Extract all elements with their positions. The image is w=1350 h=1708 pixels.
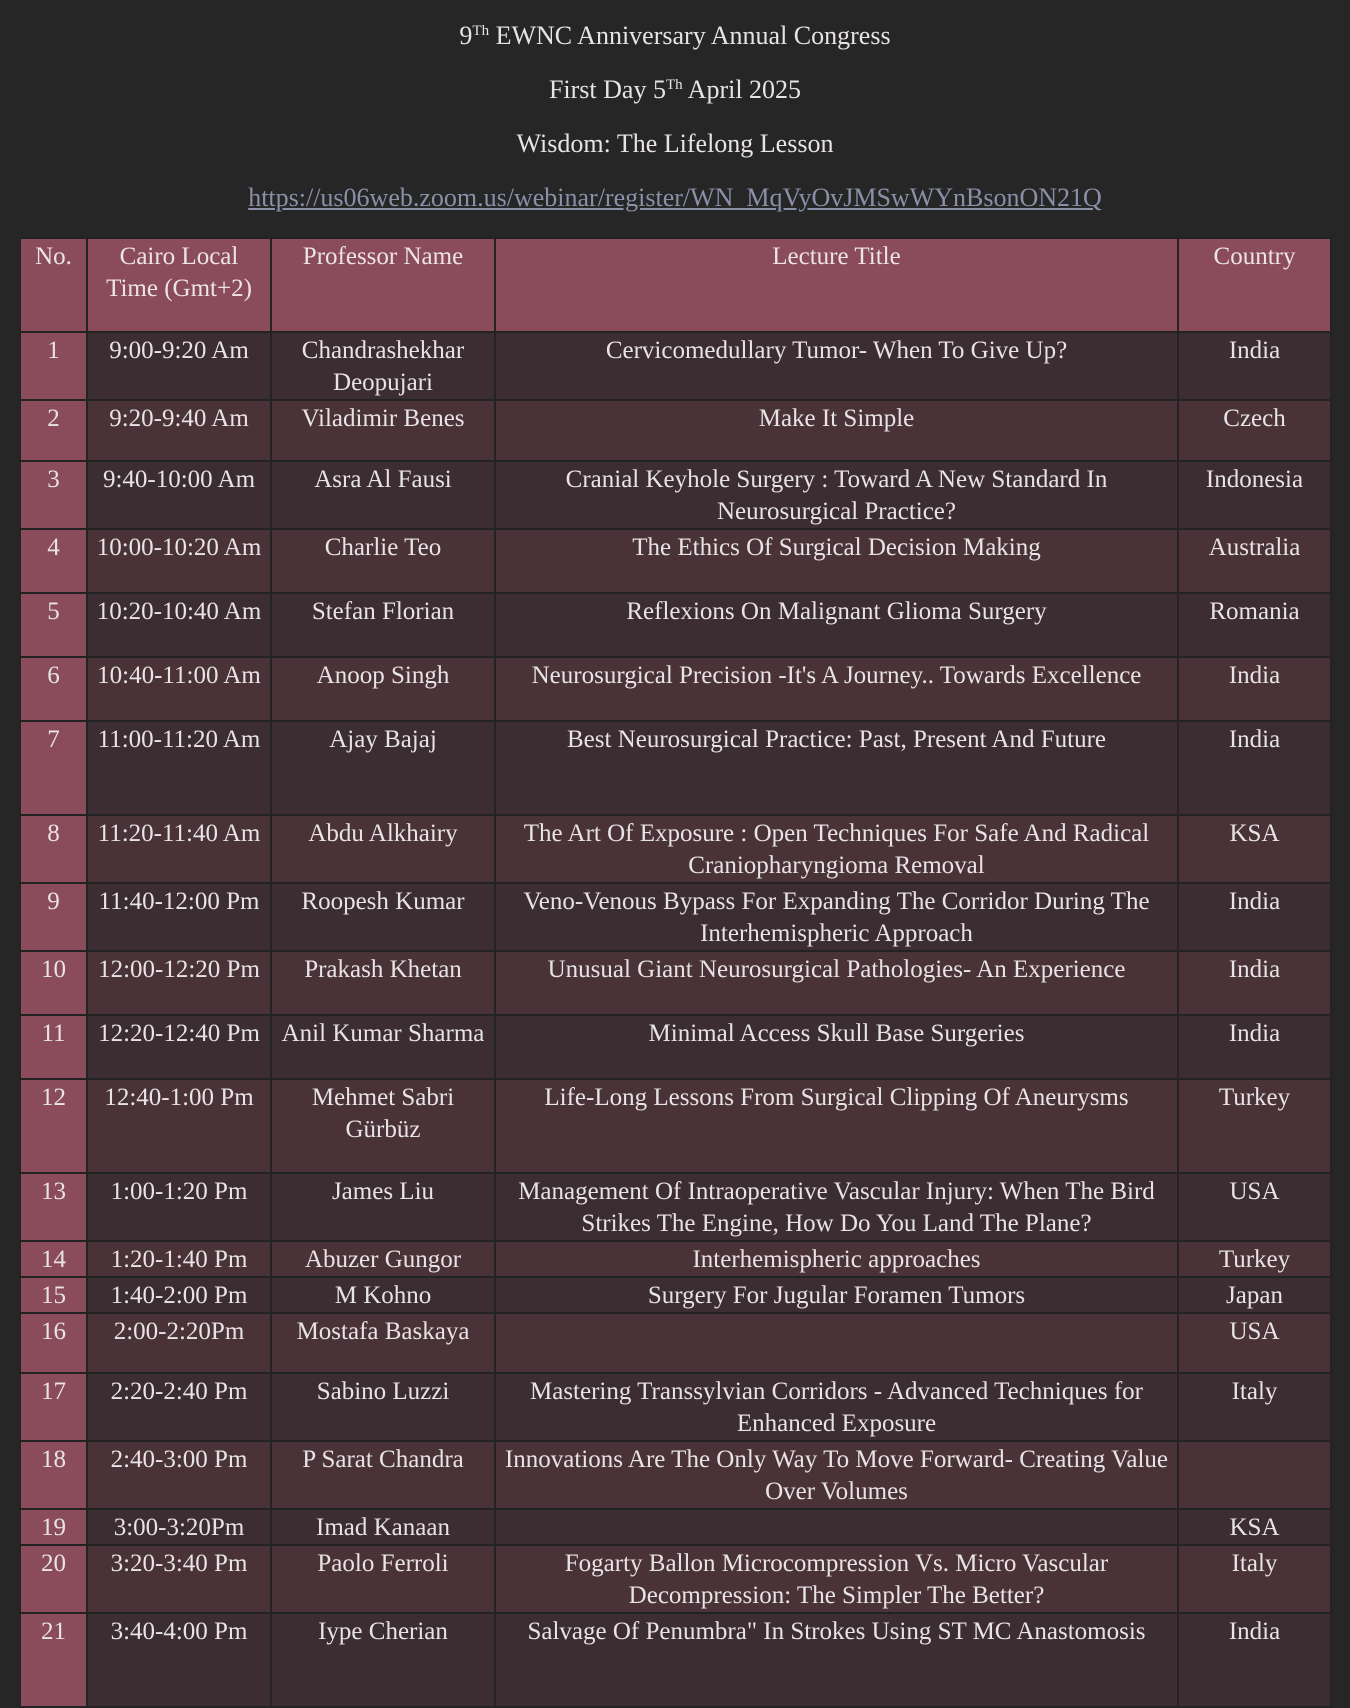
cell-title: Unusual Giant Neurosurgical Pathologies- An Experience xyxy=(495,951,1178,1015)
cell-time: 2:00-2:20Pm xyxy=(87,1313,271,1373)
cell-title: Mastering Transsylvian Corridors - Advanced Techniques for Enhanced Exposure xyxy=(495,1373,1178,1441)
cell-no: 18 xyxy=(20,1441,87,1509)
cell-name: Anil Kumar Sharma xyxy=(271,1015,495,1079)
cell-no: 5 xyxy=(20,593,87,657)
cell-title: Veno-Venous Bypass For Expanding The Corridor During The Interhemispheric Approach xyxy=(495,883,1178,951)
cell-no: 8 xyxy=(20,815,87,883)
cell-name: Anoop Singh xyxy=(271,657,495,721)
cell-title: The Art Of Exposure : Open Techniques For Safe And Radical Craniopharyngioma Removal xyxy=(495,815,1178,883)
cell-name: Mehmet Sabri Gürbüz xyxy=(271,1079,495,1173)
table-header-row xyxy=(20,238,1331,332)
cell-name: Roopesh Kumar xyxy=(271,883,495,951)
cell-name: Viladimir Benes xyxy=(271,400,495,461)
column-header-professor: Professor Name xyxy=(271,238,495,332)
cell-title: The Ethics Of Surgical Decision Making xyxy=(495,529,1178,593)
table-row xyxy=(20,1313,1331,1373)
cell-title xyxy=(495,1313,1178,1373)
cell-no: 4 xyxy=(20,529,87,593)
cell-title: Salvage Of Penumbra" In Strokes Using ST MC Anastomosis xyxy=(495,1613,1178,1707)
cell-time: 1:20-1:40 Pm xyxy=(87,1241,271,1277)
table-row xyxy=(20,529,1331,593)
cell-no: 14 xyxy=(20,1241,87,1277)
column-header-title: Lecture Title xyxy=(495,238,1178,332)
cell-time: 10:20-10:40 Am xyxy=(87,593,271,657)
cell-name: M Kohno xyxy=(271,1277,495,1313)
congress-theme: Wisdom: The Lifelong Lesson xyxy=(516,129,834,158)
cell-name: Paolo Ferroli xyxy=(271,1545,495,1613)
table-row xyxy=(20,1545,1331,1613)
table-row xyxy=(20,1373,1331,1441)
cell-name: P Sarat Chandra xyxy=(271,1441,495,1509)
cell-title: Cranial Keyhole Surgery : Toward A New Standard In Neurosurgical Practice? xyxy=(495,461,1178,529)
cell-time: 3:20-3:40 Pm xyxy=(87,1545,271,1613)
cell-no: 16 xyxy=(20,1313,87,1373)
column-header-country: Country xyxy=(1178,238,1331,332)
table-row xyxy=(20,1173,1331,1241)
table-row xyxy=(20,657,1331,721)
cell-no: 19 xyxy=(20,1509,87,1545)
cell-time: 12:40-1:00 Pm xyxy=(87,1079,271,1173)
table-row xyxy=(20,400,1331,461)
cell-country: Turkey xyxy=(1178,1241,1331,1277)
cell-country xyxy=(1178,1441,1331,1509)
cell-country: India xyxy=(1178,883,1331,951)
header xyxy=(0,0,1350,234)
cell-time: 12:00-12:20 Pm xyxy=(87,951,271,1015)
cell-time: 11:40-12:00 Pm xyxy=(87,883,271,951)
cell-name: Sabino Luzzi xyxy=(271,1373,495,1441)
congress-day: First Day 5Th April 2025 xyxy=(548,75,802,104)
cell-time: 1:40-2:00 Pm xyxy=(87,1277,271,1313)
zoom-registration-link[interactable]: https://us06web.zoom.us/webinar/register/WN_MqVyOvJMSwWYnBsonON21Q xyxy=(248,183,1102,212)
table-row xyxy=(20,951,1331,1015)
cell-no: 20 xyxy=(20,1545,87,1613)
table-row xyxy=(20,1241,1331,1277)
cell-time: 9:00-9:20 Am xyxy=(87,332,271,400)
cell-country: India xyxy=(1178,951,1331,1015)
cell-name: Stefan Florian xyxy=(271,593,495,657)
cell-country: Indonesia xyxy=(1178,461,1331,529)
cell-country: Czech xyxy=(1178,400,1331,461)
cell-country: India xyxy=(1178,721,1331,815)
table-row xyxy=(20,461,1331,529)
cell-name: James Liu xyxy=(271,1173,495,1241)
cell-title: Neurosurgical Precision -It's A Journey.. Towards Excellence xyxy=(495,657,1178,721)
cell-name: Abuzer Gungor xyxy=(271,1241,495,1277)
table-row xyxy=(20,1613,1331,1707)
cell-country: Italy xyxy=(1178,1373,1331,1441)
cell-no: 2 xyxy=(20,400,87,461)
cell-title: Minimal Access Skull Base Surgeries xyxy=(495,1015,1178,1079)
cell-no: 15 xyxy=(20,1277,87,1313)
table-row xyxy=(20,1509,1331,1545)
cell-time: 2:20-2:40 Pm xyxy=(87,1373,271,1441)
cell-title: Innovations Are The Only Way To Move Forward- Creating Value Over Volumes xyxy=(495,1441,1178,1509)
cell-country: KSA xyxy=(1178,1509,1331,1545)
table-row xyxy=(20,593,1331,657)
cell-time: 9:20-9:40 Am xyxy=(87,400,271,461)
cell-time: 10:00-10:20 Am xyxy=(87,529,271,593)
cell-time: 3:40-4:00 Pm xyxy=(87,1613,271,1707)
cell-name: Mostafa Baskaya xyxy=(271,1313,495,1373)
cell-no: 10 xyxy=(20,951,87,1015)
cell-time: 12:20-12:40 Pm xyxy=(87,1015,271,1079)
cell-country: India xyxy=(1178,1015,1331,1079)
cell-time: 9:40-10:00 Am xyxy=(87,461,271,529)
cell-no: 6 xyxy=(20,657,87,721)
cell-time: 11:00-11:20 Am xyxy=(87,721,271,815)
cell-no: 12 xyxy=(20,1079,87,1173)
cell-country: Japan xyxy=(1178,1277,1331,1313)
cell-no: 1 xyxy=(20,332,87,400)
cell-country: KSA xyxy=(1178,815,1331,883)
schedule-table xyxy=(19,237,1332,1708)
cell-name: Prakash Khetan xyxy=(271,951,495,1015)
cell-title: Management Of Intraoperative Vascular Injury: When The Bird Strikes The Engine, How Do You Land The Plane? xyxy=(495,1173,1178,1241)
table-row xyxy=(20,1441,1331,1509)
cell-title: Fogarty Ballon Microcompression Vs. Micro Vascular Decompression: The Simpler The Better? xyxy=(495,1545,1178,1613)
cell-time: 3:00-3:20Pm xyxy=(87,1509,271,1545)
cell-title: Interhemispheric approaches xyxy=(495,1241,1178,1277)
cell-no: 13 xyxy=(20,1173,87,1241)
cell-title: Reflexions On Malignant Glioma Surgery xyxy=(495,593,1178,657)
cell-title: Life-Long Lessons From Surgical Clipping Of Aneurysms xyxy=(495,1079,1178,1173)
table-row xyxy=(20,1277,1331,1313)
cell-title: Make It Simple xyxy=(495,400,1178,461)
cell-name: Iype Cherian xyxy=(271,1613,495,1707)
cell-time: 11:20-11:40 Am xyxy=(87,815,271,883)
table-row xyxy=(20,1079,1331,1173)
cell-no: 9 xyxy=(20,883,87,951)
cell-time: 2:40-3:00 Pm xyxy=(87,1441,271,1509)
table-row xyxy=(20,883,1331,951)
cell-country: Turkey xyxy=(1178,1079,1331,1173)
table-row xyxy=(20,332,1331,400)
cell-name: Charlie Teo xyxy=(271,529,495,593)
column-header-time: Cairo Local Time (Gmt+2) xyxy=(87,238,271,332)
column-header-no: No. xyxy=(20,238,87,332)
cell-title: Cervicomedullary Tumor- When To Give Up? xyxy=(495,332,1178,400)
congress-title: 9Th EWNC Anniversary Annual Congress xyxy=(459,21,891,50)
cell-name: Imad Kanaan xyxy=(271,1509,495,1545)
table-row xyxy=(20,815,1331,883)
cell-no: 11 xyxy=(20,1015,87,1079)
table-row xyxy=(20,1015,1331,1079)
cell-country: India xyxy=(1178,332,1331,400)
cell-name: Ajay Bajaj xyxy=(271,721,495,815)
cell-country: India xyxy=(1178,657,1331,721)
cell-country: Romania xyxy=(1178,593,1331,657)
cell-time: 1:00-1:20 Pm xyxy=(87,1173,271,1241)
cell-name: Chandrashekhar Deopujari xyxy=(271,332,495,400)
cell-title xyxy=(495,1509,1178,1545)
cell-no: 7 xyxy=(20,721,87,815)
cell-no: 17 xyxy=(20,1373,87,1441)
cell-country: Italy xyxy=(1178,1545,1331,1613)
cell-no: 3 xyxy=(20,461,87,529)
cell-time: 10:40-11:00 Am xyxy=(87,657,271,721)
cell-title: Surgery For Jugular Foramen Tumors xyxy=(495,1277,1178,1313)
cell-country: Australia xyxy=(1178,529,1331,593)
cell-country: USA xyxy=(1178,1313,1331,1373)
cell-name: Asra Al Fausi xyxy=(271,461,495,529)
cell-no: 21 xyxy=(20,1613,87,1707)
cell-country: USA xyxy=(1178,1173,1331,1241)
table-row xyxy=(20,721,1331,815)
cell-title: Best Neurosurgical Practice: Past, Present And Future xyxy=(495,721,1178,815)
cell-country: India xyxy=(1178,1613,1331,1707)
cell-name: Abdu Alkhairy xyxy=(271,815,495,883)
